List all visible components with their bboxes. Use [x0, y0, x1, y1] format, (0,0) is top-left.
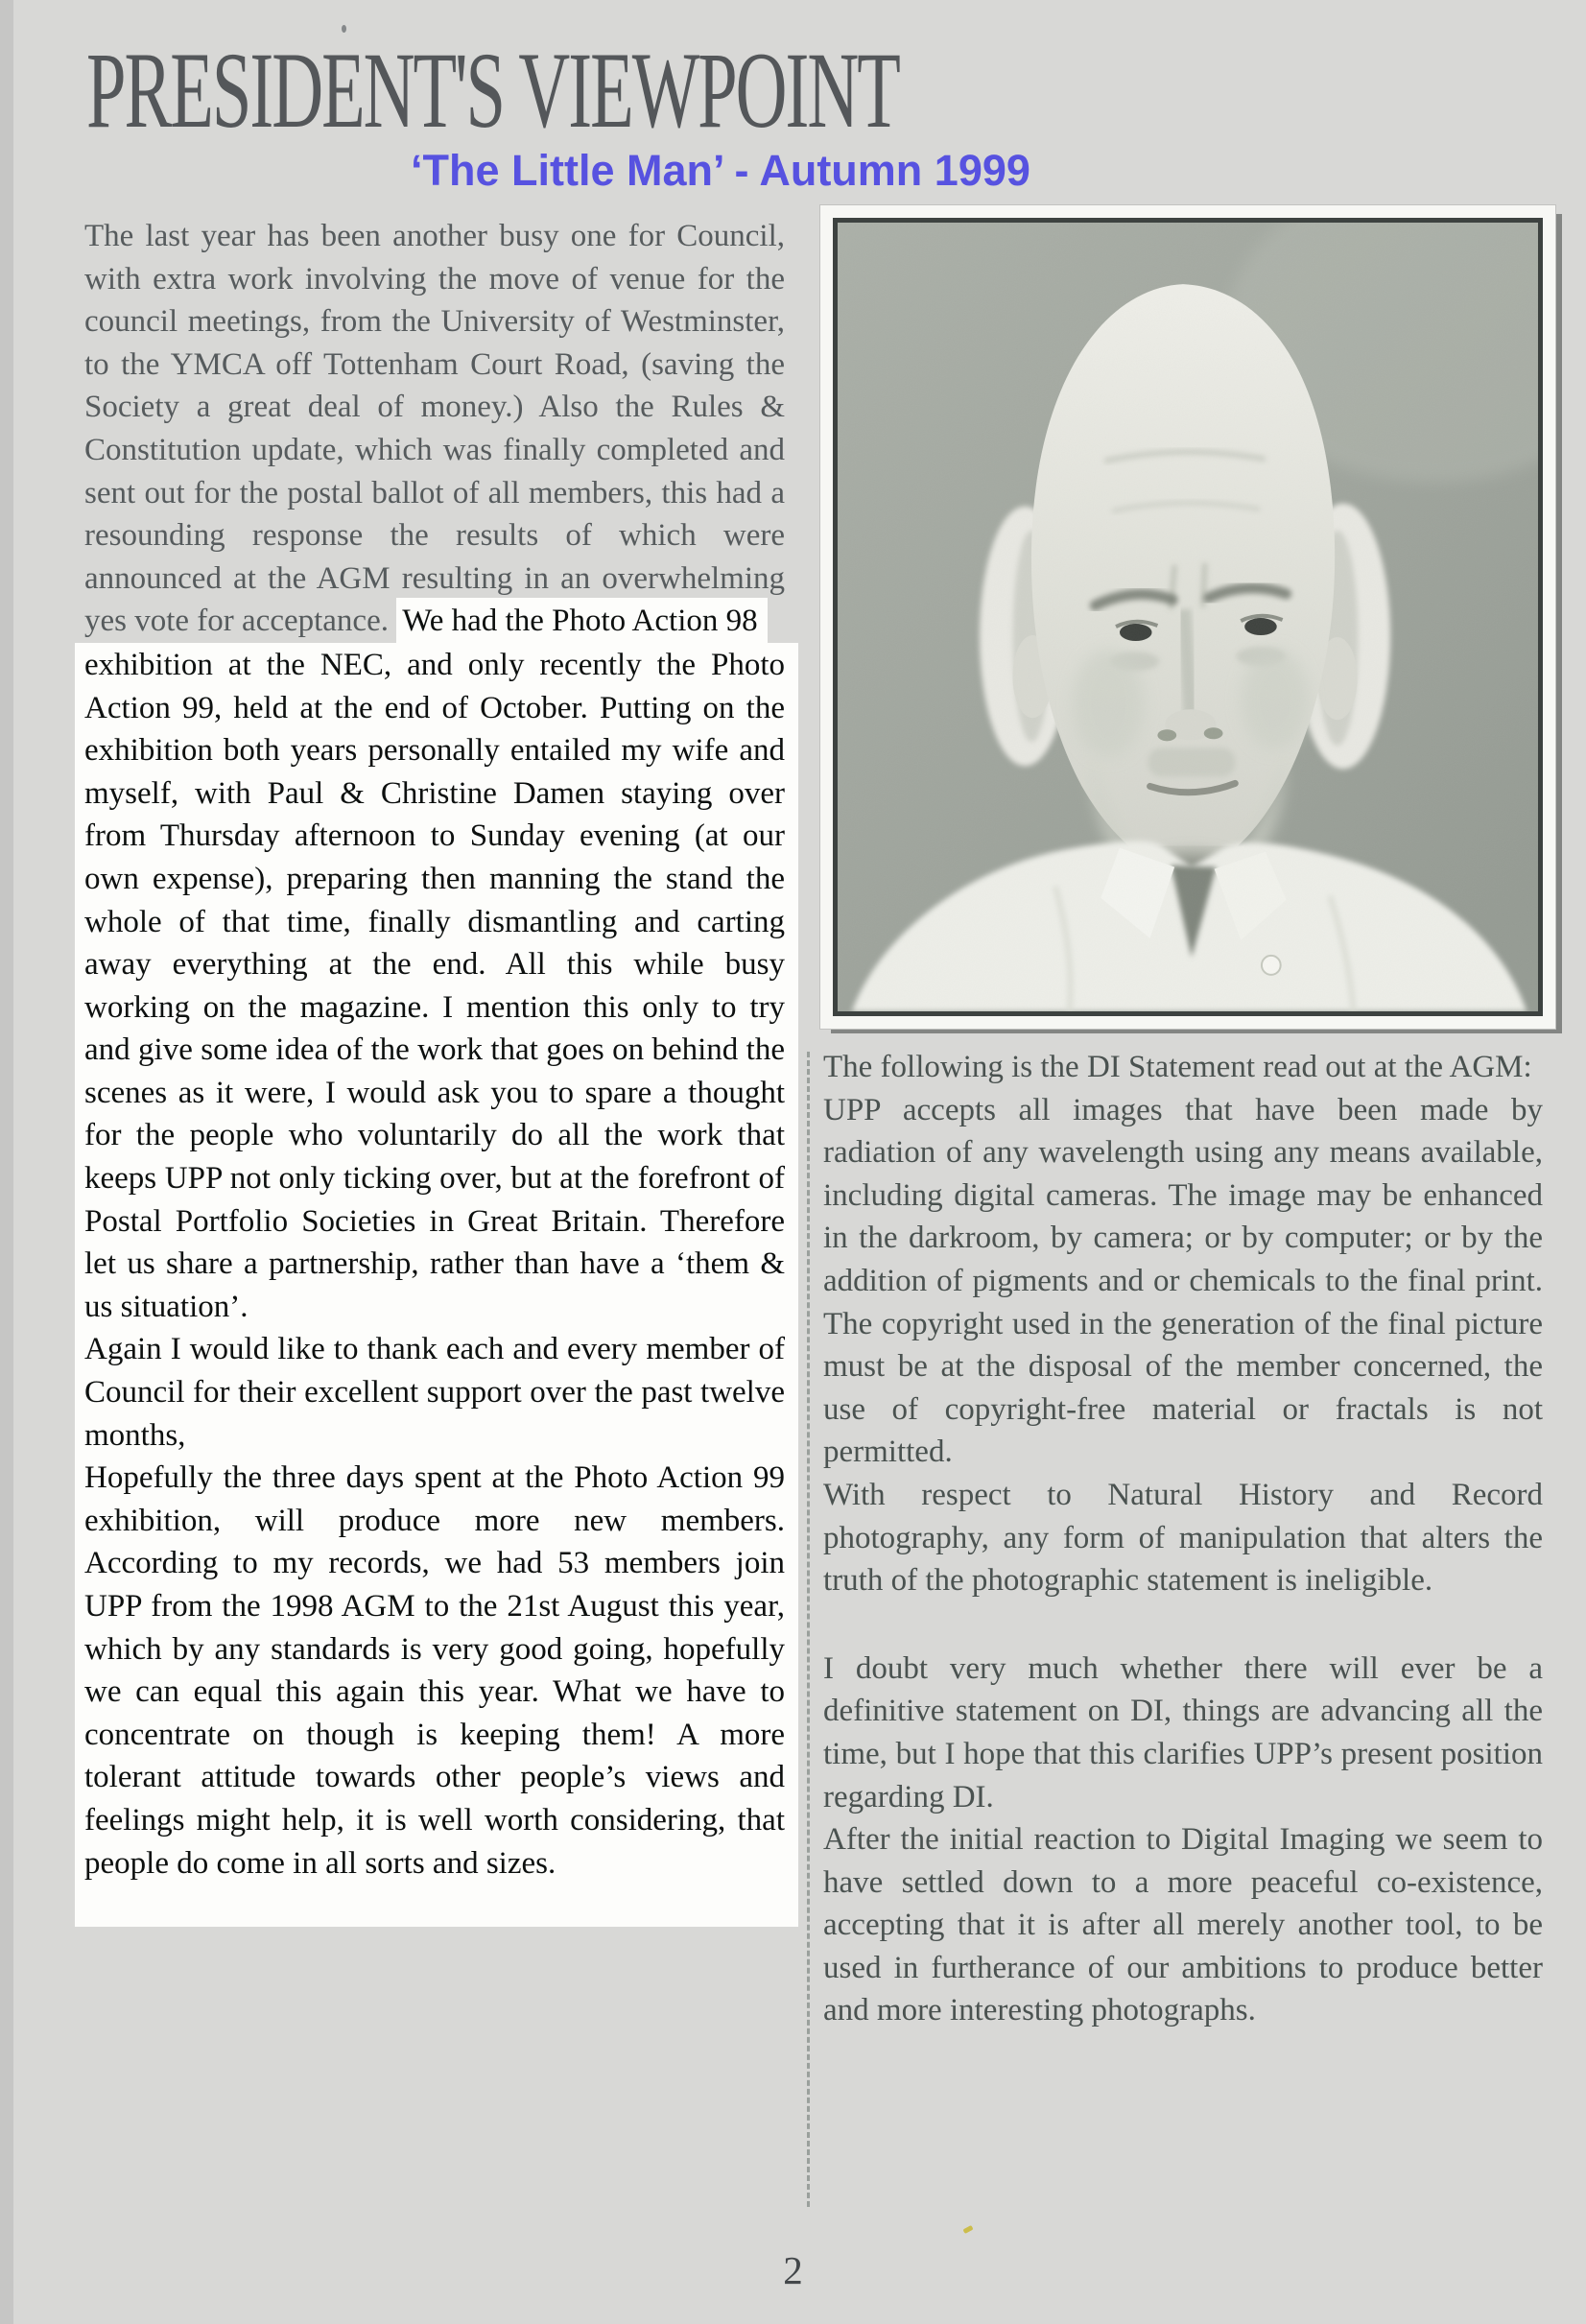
intro-text: The last year has been another busy one for Council, with extra work involving the move of venue for the council meetings, from the University of Westminster, to the YMCA off Tottenham Court Road, (saving the Society a great deal of money.) Also the Rules & Constitution update, which was finally completed and sent out for the postal ballot of all members, this had a resounding response the results of which were announced at the AGM resulting in an overwhelming yes vote for acceptance. [84, 219, 785, 639]
right-column [823, 1046, 1543, 2032]
president-portrait-image [838, 223, 1538, 1011]
di-statement-body: UPP accepts all images that have been made by radiation of any wavelength using any means available, including digital cameras. The image may be enhanced in the darkroom, by camera; or by computer; or by the addition of pigments and or chemicals to the final print. The copyright used in the generation of the final picture must be at the disposal of the member concerned, the use of copyright-free material or fractals is not permitted. [823, 1092, 1543, 1470]
di-statement-intro: The following is the DI Statement read out at the AGM: [823, 1050, 1532, 1084]
portrait-photo-frame [833, 218, 1543, 1016]
intro-paragraph [84, 215, 785, 643]
white-background-block [75, 643, 798, 1927]
scan-speck [962, 2225, 973, 2234]
body-paragraph: exhibition at the NEC, and only recently the Photo Action 99, held at the end of October. Putting on the exhibition both years personally entailed my wife and myself, with Paul & Christine Damen staying over from Thursday afternoon to Sunday evening (at our own expense), preparing then manning the stand the whole of that time, finally dismantling and carting away everything at the end. All this while busy working on the magazine. I mention this only to try and give some idea of the work that goes on behind the scenes as it were, I would ask you to spare a thought for the people who voluntarily do all the work that keeps UPP not only ticking over, but at the forefront of Postal Portfolio Societies in Great Britain. Therefore let us share a partnership, rather than have a ‘them & us situation’. [84, 647, 785, 1324]
portrait-photo [820, 205, 1555, 1029]
body-paragraph: Again I would like to thank each and every member of Council for their excellent support over the past twelve months, [84, 1332, 785, 1453]
intro-highlight: We had the Photo Action 98 [396, 598, 767, 645]
page-subtitle: ‘The Little Man’ - Autumn 1999 [411, 146, 1030, 195]
left-edge-scan-strip [0, 0, 13, 2324]
page-title: PRESIDENT'S VIEWPOINT [86, 31, 899, 151]
body-paragraph: Hopefully the three days spent at the Photo Action 99 exhibition, will produce more new members. According to my records, we had 53 members join UPP from the 1998 AGM to the 21st August this year, which by any standards is very good going, hopefully we can equal this again this year. What we have to concentrate on though is keeping them! A more tolerant attitude towards other people’s views and feelings might help, it is well worth considering, that people do come in all sorts and sizes. [84, 1460, 785, 1881]
column-divider [807, 1052, 810, 2207]
page-number: 2 [783, 2248, 803, 2292]
left-column [84, 215, 785, 1927]
di-statement-natural-history: With respect to Natural History and Record photography, any form of manipulation that alters the truth of the photographic statement is ineligible. [823, 1477, 1543, 1599]
president-comment-continued: After the initial reaction to Digital Imaging we seem to have settled down to a more peaceful co-existence, accepting that it is after all merely another tool, to be used in furtherance of our ambitions to produce better and more interesting photographs. [823, 1822, 1543, 2028]
president-comment: I doubt very much whether there will ever be a definitive statement on DI, things are advancing all the time, but I hope that this clarifies UPP’s present position regarding DI. [823, 1650, 1543, 1814]
